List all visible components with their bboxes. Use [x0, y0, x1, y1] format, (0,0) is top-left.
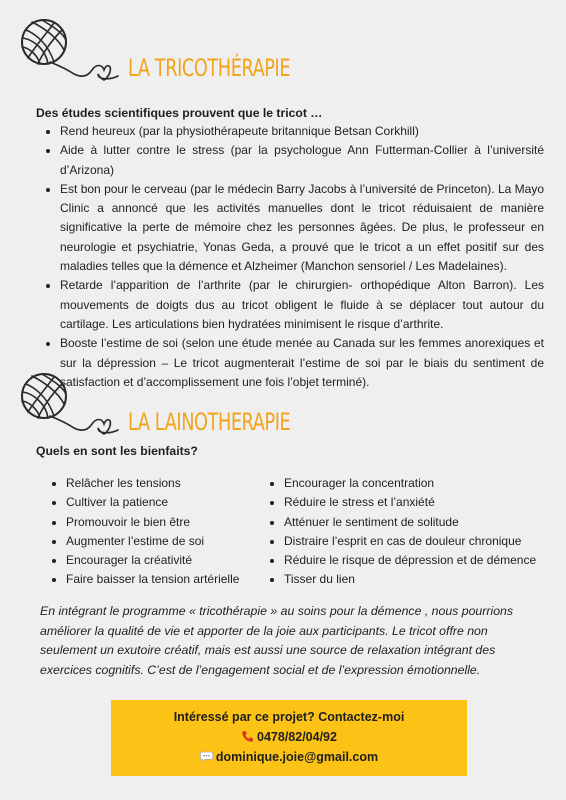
- studies-list: [42, 122, 544, 392]
- list-item: • Booste l’estime de soi (selon une étude menée au Canada sur les femmes anorexiques et sur la dépression – Le tricot augmenterait l’estime de soi par le biais du sentiment de satisfaction et d’accomplissement une fois l’objet terminé).: [60, 334, 544, 392]
- section-heading-lainotherapie: [14, 368, 326, 438]
- section-heading-tricotherapie: [14, 14, 326, 84]
- contact-title: Intéressé par ce projet? Contactez-moi: [173, 710, 405, 724]
- list-item: • Réduire le stress et l’anxiété: [284, 493, 536, 512]
- telephone-icon: [241, 730, 254, 743]
- contact-box: [111, 700, 467, 776]
- yarn-ball-icon: [14, 368, 126, 438]
- list-item: • Réduire le risque de dépression et de démence: [284, 551, 536, 570]
- list-item: • Augmenter l’estime de soi: [66, 532, 239, 551]
- list-item: • Encourager la concentration: [284, 474, 536, 493]
- list-item: • Atténuer le sentiment de solitude: [284, 513, 536, 532]
- list-item: • Aide à lutter contre le stress (par la psychologue Ann Futterman-Collier à l’université d’Arizona): [60, 141, 544, 180]
- list-item: • Est bon pour le cerveau (par le médecin Barry Jacobs à l’université de Princeton). La Mayo Clinic a annoncé que les activités manuelles dont le tricot réduisaient de manière significative la perte de mémoire chez les personnes âgées. De plus, le professeur en neurologie et psychiatrie, Yonas Geda, a prouvé que le tricot a un effet positif sur des maladies telles que la démence et Alzheimer (Manchon sensoriel / Les Madelaines).: [60, 180, 544, 276]
- contact-email-line: [111, 747, 467, 767]
- list-item: • Rend heureux (par la physiothérapeute britannique Betsan Corkhill): [60, 122, 544, 141]
- yarn-ball-icon: [14, 14, 126, 84]
- speech-bubble-icon: [200, 750, 213, 763]
- list-item: • Retarde l’apparition de l’arthrite (par le chirurgien- orthopédique Alton Barron). Les mouvements de doigts dus au tricot obligent le fluide à se déplacer tout autour du cartilage. Les articulations bien hydratées minimisent le risque d’arthrite.: [60, 276, 544, 334]
- benefits-list-right: [268, 474, 536, 590]
- list-item: • Promouvoir le bien être: [66, 513, 239, 532]
- contact-email[interactable]: dominique.joie@gmail.com: [215, 750, 379, 764]
- contact-phone-line: [111, 727, 467, 747]
- list-item: • Distraire l’esprit en cas de douleur chronique: [284, 532, 536, 551]
- list-item: • Encourager la créativité: [66, 551, 239, 570]
- benefits-question: Quels en sont les bienfaits?: [36, 444, 198, 458]
- list-item: • Cultiver la patience: [66, 493, 239, 512]
- benefits-list-left: [50, 474, 239, 590]
- section-title: LA LAINOTHERAPIE: [128, 408, 291, 436]
- studies-intro: Des études scientifiques prouvent que le tricot …: [36, 106, 323, 120]
- closing-paragraph: En intégrant le programme « tricothérapie » au soins pour la démence , nous pourrions améliorer la qualité de vie et apporter de la joie aux participants. Le tricot offre non seulement un exutoire créatif, mais est aussi une source de relaxation intégrant des exercices cognitifs. C’est de l’engagement social et de l’expression émotionnelle.: [40, 604, 514, 677]
- list-item: • Faire baisser la tension artérielle: [66, 570, 239, 589]
- section-title: LA TRICOTHÉRAPIE: [128, 54, 291, 82]
- list-item: • Relâcher les tensions: [66, 474, 239, 493]
- contact-phone[interactable]: 0478/82/04/92: [257, 730, 337, 744]
- list-item: • Tisser du lien: [284, 570, 536, 589]
